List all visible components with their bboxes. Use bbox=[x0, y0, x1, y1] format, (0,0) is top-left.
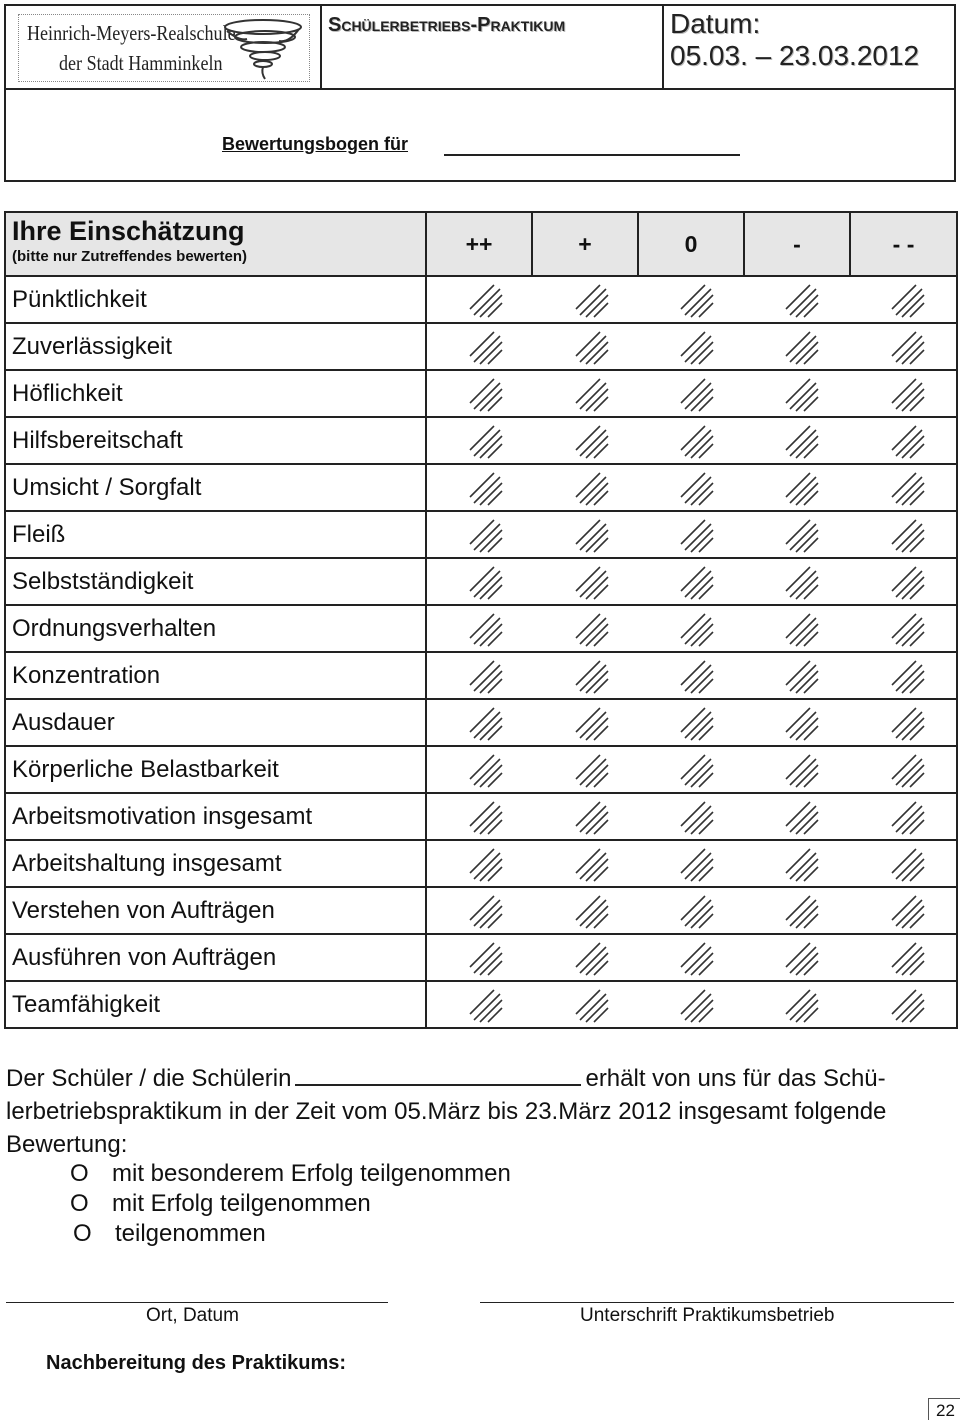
criterion-label: Verstehen von Aufträgen bbox=[5, 887, 426, 934]
hatched-checkbox-icon[interactable] bbox=[468, 377, 504, 413]
hatched-checkbox-icon[interactable] bbox=[574, 471, 610, 507]
hatched-checkbox-icon[interactable] bbox=[890, 988, 926, 1024]
result-option-label: mit Erfolg teilgenommen bbox=[112, 1190, 371, 1217]
hatched-checkbox-icon[interactable] bbox=[679, 894, 715, 930]
hatched-checkbox-icon[interactable] bbox=[784, 894, 820, 930]
rating-rows bbox=[5, 276, 957, 1028]
statement-paragraph bbox=[6, 1062, 958, 1161]
rating-options bbox=[426, 746, 957, 793]
school-logo bbox=[18, 14, 310, 82]
hatched-checkbox-icon[interactable] bbox=[890, 612, 926, 648]
criterion-label: Arbeitsmotivation insgesamt bbox=[5, 793, 426, 840]
school-name-line2: der Stadt Hamminkeln bbox=[59, 51, 223, 75]
rating-row bbox=[5, 370, 957, 417]
rating-options bbox=[426, 370, 957, 417]
rating-options bbox=[426, 464, 957, 511]
hatched-checkbox-icon[interactable] bbox=[679, 988, 715, 1024]
tornado-logo-icon bbox=[219, 17, 309, 81]
hatched-checkbox-icon[interactable] bbox=[574, 518, 610, 554]
hatched-checkbox-icon[interactable] bbox=[468, 753, 504, 789]
rating-options bbox=[426, 558, 957, 605]
criterion-label: Teamfähigkeit bbox=[5, 981, 426, 1028]
hatched-checkbox-icon[interactable] bbox=[574, 283, 610, 319]
hatched-checkbox-icon[interactable] bbox=[468, 659, 504, 695]
criterion-label: Konzentration bbox=[5, 652, 426, 699]
hatched-checkbox-icon[interactable] bbox=[468, 471, 504, 507]
rating-options bbox=[426, 652, 957, 699]
hatched-checkbox-icon[interactable] bbox=[574, 377, 610, 413]
result-option-label: teilgenommen bbox=[115, 1220, 266, 1247]
criterion-label: Umsicht / Sorgfalt bbox=[5, 464, 426, 511]
title-box bbox=[322, 6, 664, 88]
result-option-label: mit besonderem Erfolg teilgenommen bbox=[112, 1160, 511, 1187]
rating-row bbox=[5, 558, 957, 605]
hatched-checkbox-icon[interactable] bbox=[468, 988, 504, 1024]
hatched-checkbox-icon[interactable] bbox=[890, 518, 926, 554]
hatched-checkbox-icon[interactable] bbox=[679, 659, 715, 695]
hatched-checkbox-icon[interactable] bbox=[784, 941, 820, 977]
result-option-2[interactable] bbox=[70, 1190, 371, 1218]
rating-row bbox=[5, 981, 957, 1028]
rating-options bbox=[426, 417, 957, 464]
hatched-checkbox-icon[interactable] bbox=[890, 753, 926, 789]
statement-part1: Der Schüler / die Schülerin bbox=[6, 1065, 292, 1092]
hatched-checkbox-icon[interactable] bbox=[468, 894, 504, 930]
hatched-checkbox-icon[interactable] bbox=[679, 612, 715, 648]
hatched-checkbox-icon[interactable] bbox=[574, 800, 610, 836]
criteria-title: Ihre Einschätzung bbox=[12, 216, 245, 246]
rating-row bbox=[5, 417, 957, 464]
rating-row bbox=[5, 934, 957, 981]
rating-options bbox=[426, 276, 957, 323]
hatched-checkbox-icon[interactable] bbox=[574, 612, 610, 648]
hatched-checkbox-icon[interactable] bbox=[890, 659, 926, 695]
rating-options bbox=[426, 934, 957, 981]
hatched-checkbox-icon[interactable] bbox=[784, 424, 820, 460]
hatched-checkbox-icon[interactable] bbox=[468, 706, 504, 742]
rating-options bbox=[426, 840, 957, 887]
hatched-checkbox-icon[interactable] bbox=[468, 518, 504, 554]
hatched-checkbox-icon[interactable] bbox=[574, 753, 610, 789]
hatched-checkbox-icon[interactable] bbox=[679, 330, 715, 366]
hatched-checkbox-icon[interactable] bbox=[468, 847, 504, 883]
hatched-checkbox-icon[interactable] bbox=[468, 330, 504, 366]
rating-row bbox=[5, 276, 957, 323]
hatched-checkbox-icon[interactable] bbox=[784, 518, 820, 554]
hatched-checkbox-icon[interactable] bbox=[679, 283, 715, 319]
hatched-checkbox-icon[interactable] bbox=[574, 941, 610, 977]
hatched-checkbox-icon[interactable] bbox=[468, 283, 504, 319]
evaluation-for-label: Bewertungsbogen für bbox=[222, 134, 409, 154]
hatched-checkbox-icon[interactable] bbox=[574, 659, 610, 695]
criterion-label: Pünktlichkeit bbox=[5, 276, 426, 323]
hatched-checkbox-icon[interactable] bbox=[679, 847, 715, 883]
hatched-checkbox-icon[interactable] bbox=[574, 988, 610, 1024]
hatched-checkbox-icon[interactable] bbox=[468, 565, 504, 601]
hatched-checkbox-icon[interactable] bbox=[784, 283, 820, 319]
hatched-checkbox-icon[interactable] bbox=[784, 753, 820, 789]
rating-row bbox=[5, 464, 957, 511]
rating-row bbox=[5, 746, 957, 793]
rating-options bbox=[426, 511, 957, 558]
student-name-field[interactable] bbox=[444, 154, 740, 156]
hatched-checkbox-icon[interactable] bbox=[890, 800, 926, 836]
hatched-checkbox-icon[interactable] bbox=[679, 565, 715, 601]
rating-row bbox=[5, 605, 957, 652]
statement-line3: Bewertung: bbox=[6, 1131, 128, 1158]
hatched-checkbox-icon[interactable] bbox=[679, 753, 715, 789]
hatched-checkbox-icon[interactable] bbox=[784, 800, 820, 836]
school-name-line1: Heinrich-Meyers-Realschule bbox=[27, 21, 236, 45]
hatched-checkbox-icon[interactable] bbox=[468, 424, 504, 460]
criteria-header bbox=[5, 212, 426, 276]
radio-circle-icon[interactable]: O bbox=[70, 1190, 89, 1217]
place-date-line[interactable] bbox=[6, 1302, 388, 1303]
result-option-1[interactable] bbox=[70, 1160, 511, 1188]
hatched-checkbox-icon[interactable] bbox=[890, 894, 926, 930]
hatched-checkbox-icon[interactable] bbox=[890, 377, 926, 413]
hatched-checkbox-icon[interactable] bbox=[890, 706, 926, 742]
rating-options bbox=[426, 793, 957, 840]
hatched-checkbox-icon[interactable] bbox=[574, 330, 610, 366]
criterion-label: Selbstständigkeit bbox=[5, 558, 426, 605]
rating-row bbox=[5, 511, 957, 558]
document-title: Schülerbetriebs-Praktikum bbox=[328, 14, 566, 36]
criterion-label: Ausdauer bbox=[5, 699, 426, 746]
hatched-checkbox-icon[interactable] bbox=[574, 565, 610, 601]
hatched-checkbox-icon[interactable] bbox=[574, 847, 610, 883]
hatched-checkbox-icon[interactable] bbox=[784, 659, 820, 695]
hatched-checkbox-icon[interactable] bbox=[679, 471, 715, 507]
criterion-label: Ausführen von Aufträgen bbox=[5, 934, 426, 981]
hatched-checkbox-icon[interactable] bbox=[890, 330, 926, 366]
criterion-label: Körperliche Belastbarkeit bbox=[5, 746, 426, 793]
hatched-checkbox-icon[interactable] bbox=[890, 424, 926, 460]
scale-header-neutral: 0 bbox=[638, 212, 744, 276]
hatched-checkbox-icon[interactable] bbox=[468, 941, 504, 977]
company-signature-label: Unterschrift Praktikumsbetrieb bbox=[580, 1305, 835, 1326]
hatched-checkbox-icon[interactable] bbox=[784, 988, 820, 1024]
criterion-label: Höflichkeit bbox=[5, 370, 426, 417]
statement-line2: lerbetriebspraktikum in der Zeit vom 05.März bis 23.März 2012 insgesamt folgende bbox=[6, 1098, 887, 1125]
hatched-checkbox-icon[interactable] bbox=[574, 706, 610, 742]
rating-options bbox=[426, 981, 957, 1028]
hatched-checkbox-icon[interactable] bbox=[784, 377, 820, 413]
criterion-label: Arbeitshaltung insgesamt bbox=[5, 840, 426, 887]
hatched-checkbox-icon[interactable] bbox=[890, 847, 926, 883]
rating-row bbox=[5, 699, 957, 746]
hatched-checkbox-icon[interactable] bbox=[784, 847, 820, 883]
hatched-checkbox-icon[interactable] bbox=[679, 518, 715, 554]
statement-part2: erhält von uns für das Schü- bbox=[585, 1065, 886, 1092]
hatched-checkbox-icon[interactable] bbox=[679, 800, 715, 836]
criterion-label: Zuverlässigkeit bbox=[5, 323, 426, 370]
scale-header-very-good: ++ bbox=[426, 212, 532, 276]
hatched-checkbox-icon[interactable] bbox=[784, 706, 820, 742]
hatched-checkbox-icon[interactable] bbox=[679, 941, 715, 977]
document-header bbox=[4, 4, 956, 90]
hatched-checkbox-icon[interactable] bbox=[784, 330, 820, 366]
company-signature-line[interactable] bbox=[480, 1302, 954, 1303]
place-date-label: Ort, Datum bbox=[146, 1305, 239, 1326]
school-logo-box bbox=[6, 6, 322, 88]
follow-up-title: Nachbereitung des Praktikums: bbox=[46, 1352, 347, 1374]
hatched-checkbox-icon[interactable] bbox=[784, 612, 820, 648]
scale-header-good: + bbox=[532, 212, 638, 276]
hatched-checkbox-icon[interactable] bbox=[574, 894, 610, 930]
page-number: 22 bbox=[936, 1401, 955, 1420]
rating-row bbox=[5, 793, 957, 840]
date-value: 05.03. – 23.03.2012 bbox=[670, 40, 920, 71]
hatched-checkbox-icon[interactable] bbox=[784, 565, 820, 601]
criterion-label: Hilfsbereitschaft bbox=[5, 417, 426, 464]
criteria-subtitle: (bitte nur Zutreffendes bewerten) bbox=[12, 248, 248, 265]
rating-table bbox=[4, 211, 958, 1029]
rating-table-header bbox=[5, 212, 957, 276]
scale-header-very-poor: - - bbox=[850, 212, 957, 276]
hatched-checkbox-icon[interactable] bbox=[784, 471, 820, 507]
hatched-checkbox-icon[interactable] bbox=[890, 941, 926, 977]
radio-circle-icon[interactable]: O bbox=[70, 1160, 89, 1187]
rating-row bbox=[5, 887, 957, 934]
rating-options bbox=[426, 323, 957, 370]
date-label: Datum: bbox=[670, 8, 761, 39]
hatched-checkbox-icon[interactable] bbox=[468, 800, 504, 836]
hatched-checkbox-icon[interactable] bbox=[679, 424, 715, 460]
rating-options bbox=[426, 605, 957, 652]
student-name-blank[interactable] bbox=[295, 1062, 581, 1086]
hatched-checkbox-icon[interactable] bbox=[679, 377, 715, 413]
result-option-3[interactable] bbox=[73, 1220, 266, 1248]
evaluation-for-section bbox=[4, 90, 956, 182]
criterion-label: Ordnungsverhalten bbox=[5, 605, 426, 652]
rating-options bbox=[426, 699, 957, 746]
scale-header-poor: - bbox=[744, 212, 850, 276]
hatched-checkbox-icon[interactable] bbox=[890, 283, 926, 319]
rating-row bbox=[5, 323, 957, 370]
radio-circle-icon[interactable]: O bbox=[73, 1220, 92, 1247]
hatched-checkbox-icon[interactable] bbox=[890, 471, 926, 507]
hatched-checkbox-icon[interactable] bbox=[679, 706, 715, 742]
criterion-label: Fleiß bbox=[5, 511, 426, 558]
hatched-checkbox-icon[interactable] bbox=[890, 565, 926, 601]
rating-row bbox=[5, 840, 957, 887]
date-box bbox=[664, 6, 954, 88]
rating-row bbox=[5, 652, 957, 699]
hatched-checkbox-icon[interactable] bbox=[468, 612, 504, 648]
hatched-checkbox-icon[interactable] bbox=[574, 424, 610, 460]
rating-options bbox=[426, 887, 957, 934]
